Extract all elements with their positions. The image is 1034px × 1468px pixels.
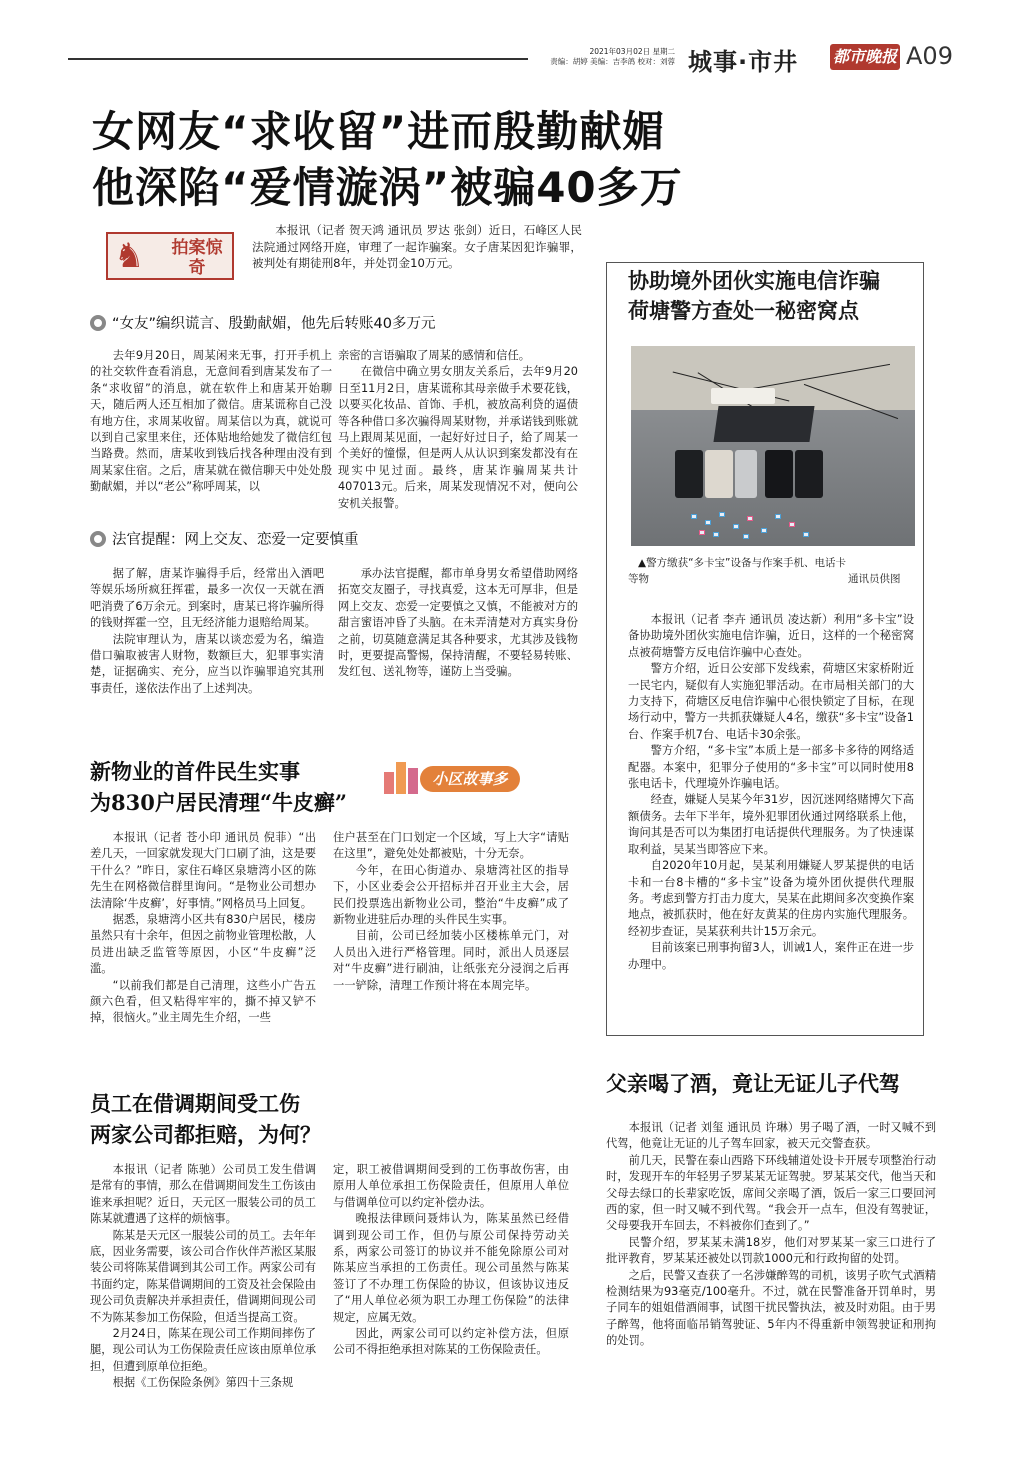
- paragraph: 据悉，泉塘湾小区共有830户居民，楼房虽然只有十余年，但因之前物业管理松散，人员进出缺乏监管等原因，小区“牛皮癣”泛滥。: [90, 913, 316, 976]
- story2-title-line1: 新物业的首件民生实事: [90, 759, 300, 784]
- paragraph: 前几天，民警在泰山西路下环线辅道处设卡开展专项整治行动时，发现开车的年轻男子罗某某无证驾驶。罗某某交代，他当天和父母去绿口的长辈家吃饭，席间父亲喝了酒，饭后一家三口要回河西的家，但一时又喊不到代驾。“我会开一点车，但没有驾驶证，父母要我开车回去，不料被你们查到了。”: [606, 1153, 936, 1233]
- story3-col2: [333, 1162, 569, 1359]
- headline-line1: 女网友“求收留”进而殷勤献媚: [92, 107, 666, 156]
- story4-title-line1: 协助境外团伙实施电信诈骗: [628, 268, 880, 293]
- story2-col1: [90, 830, 316, 1027]
- paragraph: 亲密的言语骗取了周某的感情和信任。: [338, 349, 531, 362]
- story3-title-line1: 员工在借调期间受工伤: [90, 1091, 300, 1116]
- story5-title: 父亲喝了酒，竟让无证儿子代驾: [606, 1071, 900, 1096]
- section-title: 城事·市井: [688, 48, 799, 76]
- newspaper-logo: 都市晚报: [830, 44, 900, 70]
- paragraph: 民警介绍，罗某某未满18岁，他们对罗某某一家三口进行了批评教育，罗某某还被处以罚款1000元和行政拘留的处罚。: [606, 1235, 936, 1266]
- header-editors: 责编：胡婷 美编：吉李鸽 校对：刘蓉: [550, 57, 675, 66]
- story-badge: [376, 758, 526, 798]
- header-rule: [68, 58, 528, 60]
- story3-title-line2: 两家公司都拒赔，为何？: [90, 1122, 321, 1147]
- paragraph: 晚报法律顾问聂炜认为，陈某虽然已经借调到现公司工作，但仍与原公司保持劳动关系，两家公司签订的协议并不能免除原公司对陈某应当承担的工伤责任。现公司虽然与陈某签订了不办理工伤保险的协议，但该协议违反了“用人单位必须为职工办理工伤保险”的法律规定，应属无效。: [333, 1212, 569, 1324]
- paragraph: 住户甚至在门口划定一个区域，写上大字“请贴在这里”，避免处处都被贴，十分无奈。: [333, 831, 569, 861]
- paragraph: 今年，在田心街道办、泉塘湾社区的指导下，小区业委会公开招标并召开业主大会，居民们投票选出新物业公司，整治“牛皮癣”成了新物业进驻后办理的头件民生实事。: [333, 863, 569, 927]
- evidence-photo: [631, 346, 915, 546]
- subhead2-text: 法官提醒：网上交友、恋爱一定要慎重: [112, 532, 359, 548]
- story1-subhead2: [90, 528, 359, 549]
- paragraph: 警方介绍，近日公安部下发线索，荷塘区宋家桥附近一民宅内，疑似有人实施犯罪活动。在市局相关部门的大力支持下，荷塘区反电信诈骗中心很快锁定了目标，在现场行动中，警方一共抓获嫌疑人4名，缴获“多卡宝”设备1台、作案手机7台、电话卡30余张。: [628, 662, 914, 741]
- story4-body: [628, 612, 914, 973]
- photo-caption: ▲警方缴获“多卡宝”设备与作案手机、电话卡: [638, 557, 846, 569]
- paragraph: 目前该案已刑事拘留3人，训诫1人，案件正在进一步办理中。: [628, 941, 914, 971]
- story1-lead: 本报讯（记者 贺天鸿 通讯员 罗达 张剑）近日，石峰区人民法院通过网络开庭，审理了一起诈骗案。女子唐某因犯诈骗罪，被判处有期徒刑8年，并处罚金10万元。: [252, 223, 582, 270]
- story1-col1: [90, 348, 332, 496]
- paragraph: 之后，民警又查获了一名涉嫌醉驾的司机，该男子吹气式酒精检测结果为93毫克/100毫升。不过，就在民警准备开罚单时，男子同车的姐姐借酒闹事，试图干扰民警执法，被及时劝阻。由于男子醉驾，他将面临吊销驾驶证、5年内不得重新申领驾驶证和刑拘的处罚。: [606, 1268, 936, 1348]
- story3-col1: [90, 1162, 316, 1392]
- bullet-ring-icon: [90, 315, 106, 331]
- seal-text: 拍案惊奇: [171, 238, 223, 278]
- paragraph: 本报讯（记者 苍小印 通讯员 倪菲）“出差几天，一回家就发现大门口刷了油，这是要干什么？”昨日，家住石峰区泉塘湾小区的陈先生在网格微信群里询问。“是物业公司想办法清除‘牛皮癣’，好事情。”网格员马上回复。: [90, 831, 316, 910]
- story1-col3: [90, 566, 324, 697]
- header-date: 2021年03月02日 星期二: [589, 47, 675, 56]
- headline-line2: 他深陷“爱情漩涡”被骗40多万: [92, 163, 683, 212]
- paragraph: 去年9月20日，周某闲来无事，打开手机上的社交软件查看消息，无意间看到唐某发布了一条“求收留”的消息，就在软件上和唐某开始聊天，随后两人还互相加了微信。唐某谎称自己没有地方住，求周某收留。周某信以为真，就说可以到自己家里来住，还体贴地给她发了微信红包当路费。然而，唐某收到钱后找各种理由没有到周某家住宿。之后，唐某就在微信聊天中处处殷勤献媚，并以“老公”称呼周某，以: [90, 349, 332, 494]
- paragraph: 本报讯（记者 陈驰）公司员工发生借调是常有的事情，那么在借调期间发生工伤该由谁来承担呢？近日，天元区一服装公司的员工陈某就遭遇了这样的烦恼事。: [90, 1163, 316, 1226]
- story2-title-line2: 为830户居民清理“牛皮癣”: [90, 790, 347, 815]
- paragraph: 目前，公司已经加装小区楼栋单元门，对人员出入进行严格管理。同时，派出人员逐层对“牛皮癣”进行刷油，让纸张充分浸润之后再一一铲除，清理工作预计将在本周完毕。: [333, 929, 569, 992]
- paragraph: 法院审理认为，唐某以谈恋爱为名，编造借口骗取被害人财物，数额巨大，犯罪事实清楚，证据确实、充分，应当以诈骗罪追究其刑事责任，遂依法作出了上述判决。: [90, 632, 324, 695]
- photo-caption-cont: 等物: [628, 573, 649, 585]
- column-seal: [106, 232, 234, 280]
- paragraph: 定，职工被借调期间受到的工伤事故伤害，由原用人单位承担工伤保险责任，但原用人单位与借调单位可以约定补偿办法。: [333, 1163, 569, 1209]
- story4-title-line2: 荷塘警方查处一秘密窝点: [628, 298, 859, 323]
- bullet-ring-icon: [90, 531, 106, 547]
- paragraph: 在微信中确立男女朋友关系后，去年9月20日至11月2日，唐某谎称其母亲做手术要花钱，以要买化妆品、首饰、手机，被放高利贷的逼债等各种借口多次骗得周某财物，并承诺钱到账就马上跟周某见面，一起好好过日子，給了周某一个美好的憧憬，但是两人从认识到案发都没有在现实中见过面。最终，唐某诈骗周某共计407013元。后来，周某发现情况不对，便向公安机关报警。: [338, 365, 578, 510]
- story1-col2: [338, 348, 578, 512]
- story5-body: [606, 1120, 936, 1350]
- horse-seal-icon: ♞: [114, 236, 145, 276]
- story2-col2: [333, 830, 569, 994]
- story1-subhead1: [90, 312, 435, 333]
- subhead1-text: “女友”编织谎言、殷勤献媚，他先后转账40多万元: [112, 316, 436, 332]
- paragraph: 警方介绍，“多卡宝”本质上是一部多卡多待的网络适配器。本案中，犯罪分子使用的“多卡宝”可以同时使用8张电话卡，代理境外诈骗电话。: [628, 744, 914, 791]
- paragraph: 2月24日，陈某在现公司工作期间摔伤了腿，现公司认为工伤保险责任应该由原单位承担，但遭到原单位拒绝。: [90, 1327, 316, 1373]
- badge-label: 小区故事多: [420, 766, 520, 792]
- story1-col4: [338, 566, 578, 681]
- paragraph: 本报讯（记者 刘玺 通讯员 许琳）男子喝了酒，一时又喊不到代驾，他竟让无证的儿子驾车回家，被天元交警查获。: [606, 1121, 936, 1151]
- paragraph: 承办法官提醒，都市单身男女希望借助网络拓宽交友圈子，寻找真爱，这本无可厚非，但是网上交友、恋爱一定要慎之又慎，不能被对方的甜言蜜语冲昏了头脑。在未弄清楚对方真实身份之前，切莫随意满足其各种要求，尤其涉及钱物时，更要提高警惕，保持清醒，不要轻易转账、发红包、送礼物等，谨防上当受骗。: [338, 567, 578, 679]
- paragraph: 陈某是天元区一服装公司的员工。去年年底，因业务需要，该公司合作伙伴芦淞区某服装公司将陈某借调到其公司工作。两家公司有书面约定，陈某借调期间的工资及社会保险由现公司负责解决并承担责任，借调期间现公司不为陈某参加工伤保险，但适当提高工资。: [90, 1228, 316, 1324]
- page-number: A09: [906, 42, 953, 70]
- paragraph: 自2020年10月起，吴某利用嫌疑人罗某提供的电话卡和一台8卡槽的“多卡宝”设备为境外团伙提供代理服务。考虑到警方打击力度大，吴某在此期间多次变换作案地点，被抓获时，他在好友黄某的住房内实施代理服务。经初步查证，吴某获利共计15万余元。: [628, 859, 914, 938]
- paragraph: 据了解，唐某诈骗得手后，经常出入酒吧等娱乐场所疯狂挥霍，最多一次仅一天就在酒吧消费了6万余元。到案时，唐某已将诈骗所得的钱财挥霍一空，且无经济能力退赔给周某。: [90, 567, 324, 630]
- paragraph: 经查，嫌疑人吴某今年31岁，因沉迷网络赌博欠下高额债务。去年下半年，境外犯罪团伙通过网络联系上他，询问其是否可以为集团打电话提供代理服务。为了快速谋取利益，吴某当即答应下来。: [628, 793, 914, 856]
- photo-credit: 通讯员供图: [848, 573, 901, 585]
- header-meta: [545, 47, 675, 67]
- paragraph: 根据《工伤保险条例》第四十三条规: [112, 1376, 294, 1390]
- paragraph: “以前我们都是自己清理，这些小广告五颜六色看，但又粘得牢牢的，撕不掉又铲不掉，很恼火。”业主周先生介绍，一些: [90, 978, 316, 1025]
- paragraph: 本报讯（记者 李卉 通讯员 凌达新）利用“多卡宝”设备协助境外团伙实施电信诈骗，近日，这样的一个秘密窝点被荷塘警方反电信诈骗中心查处。: [628, 613, 914, 659]
- paragraph: 因此，两家公司可以约定补偿方法，但原公司不得拒绝承担对陈某的工伤保险责任。: [333, 1327, 569, 1357]
